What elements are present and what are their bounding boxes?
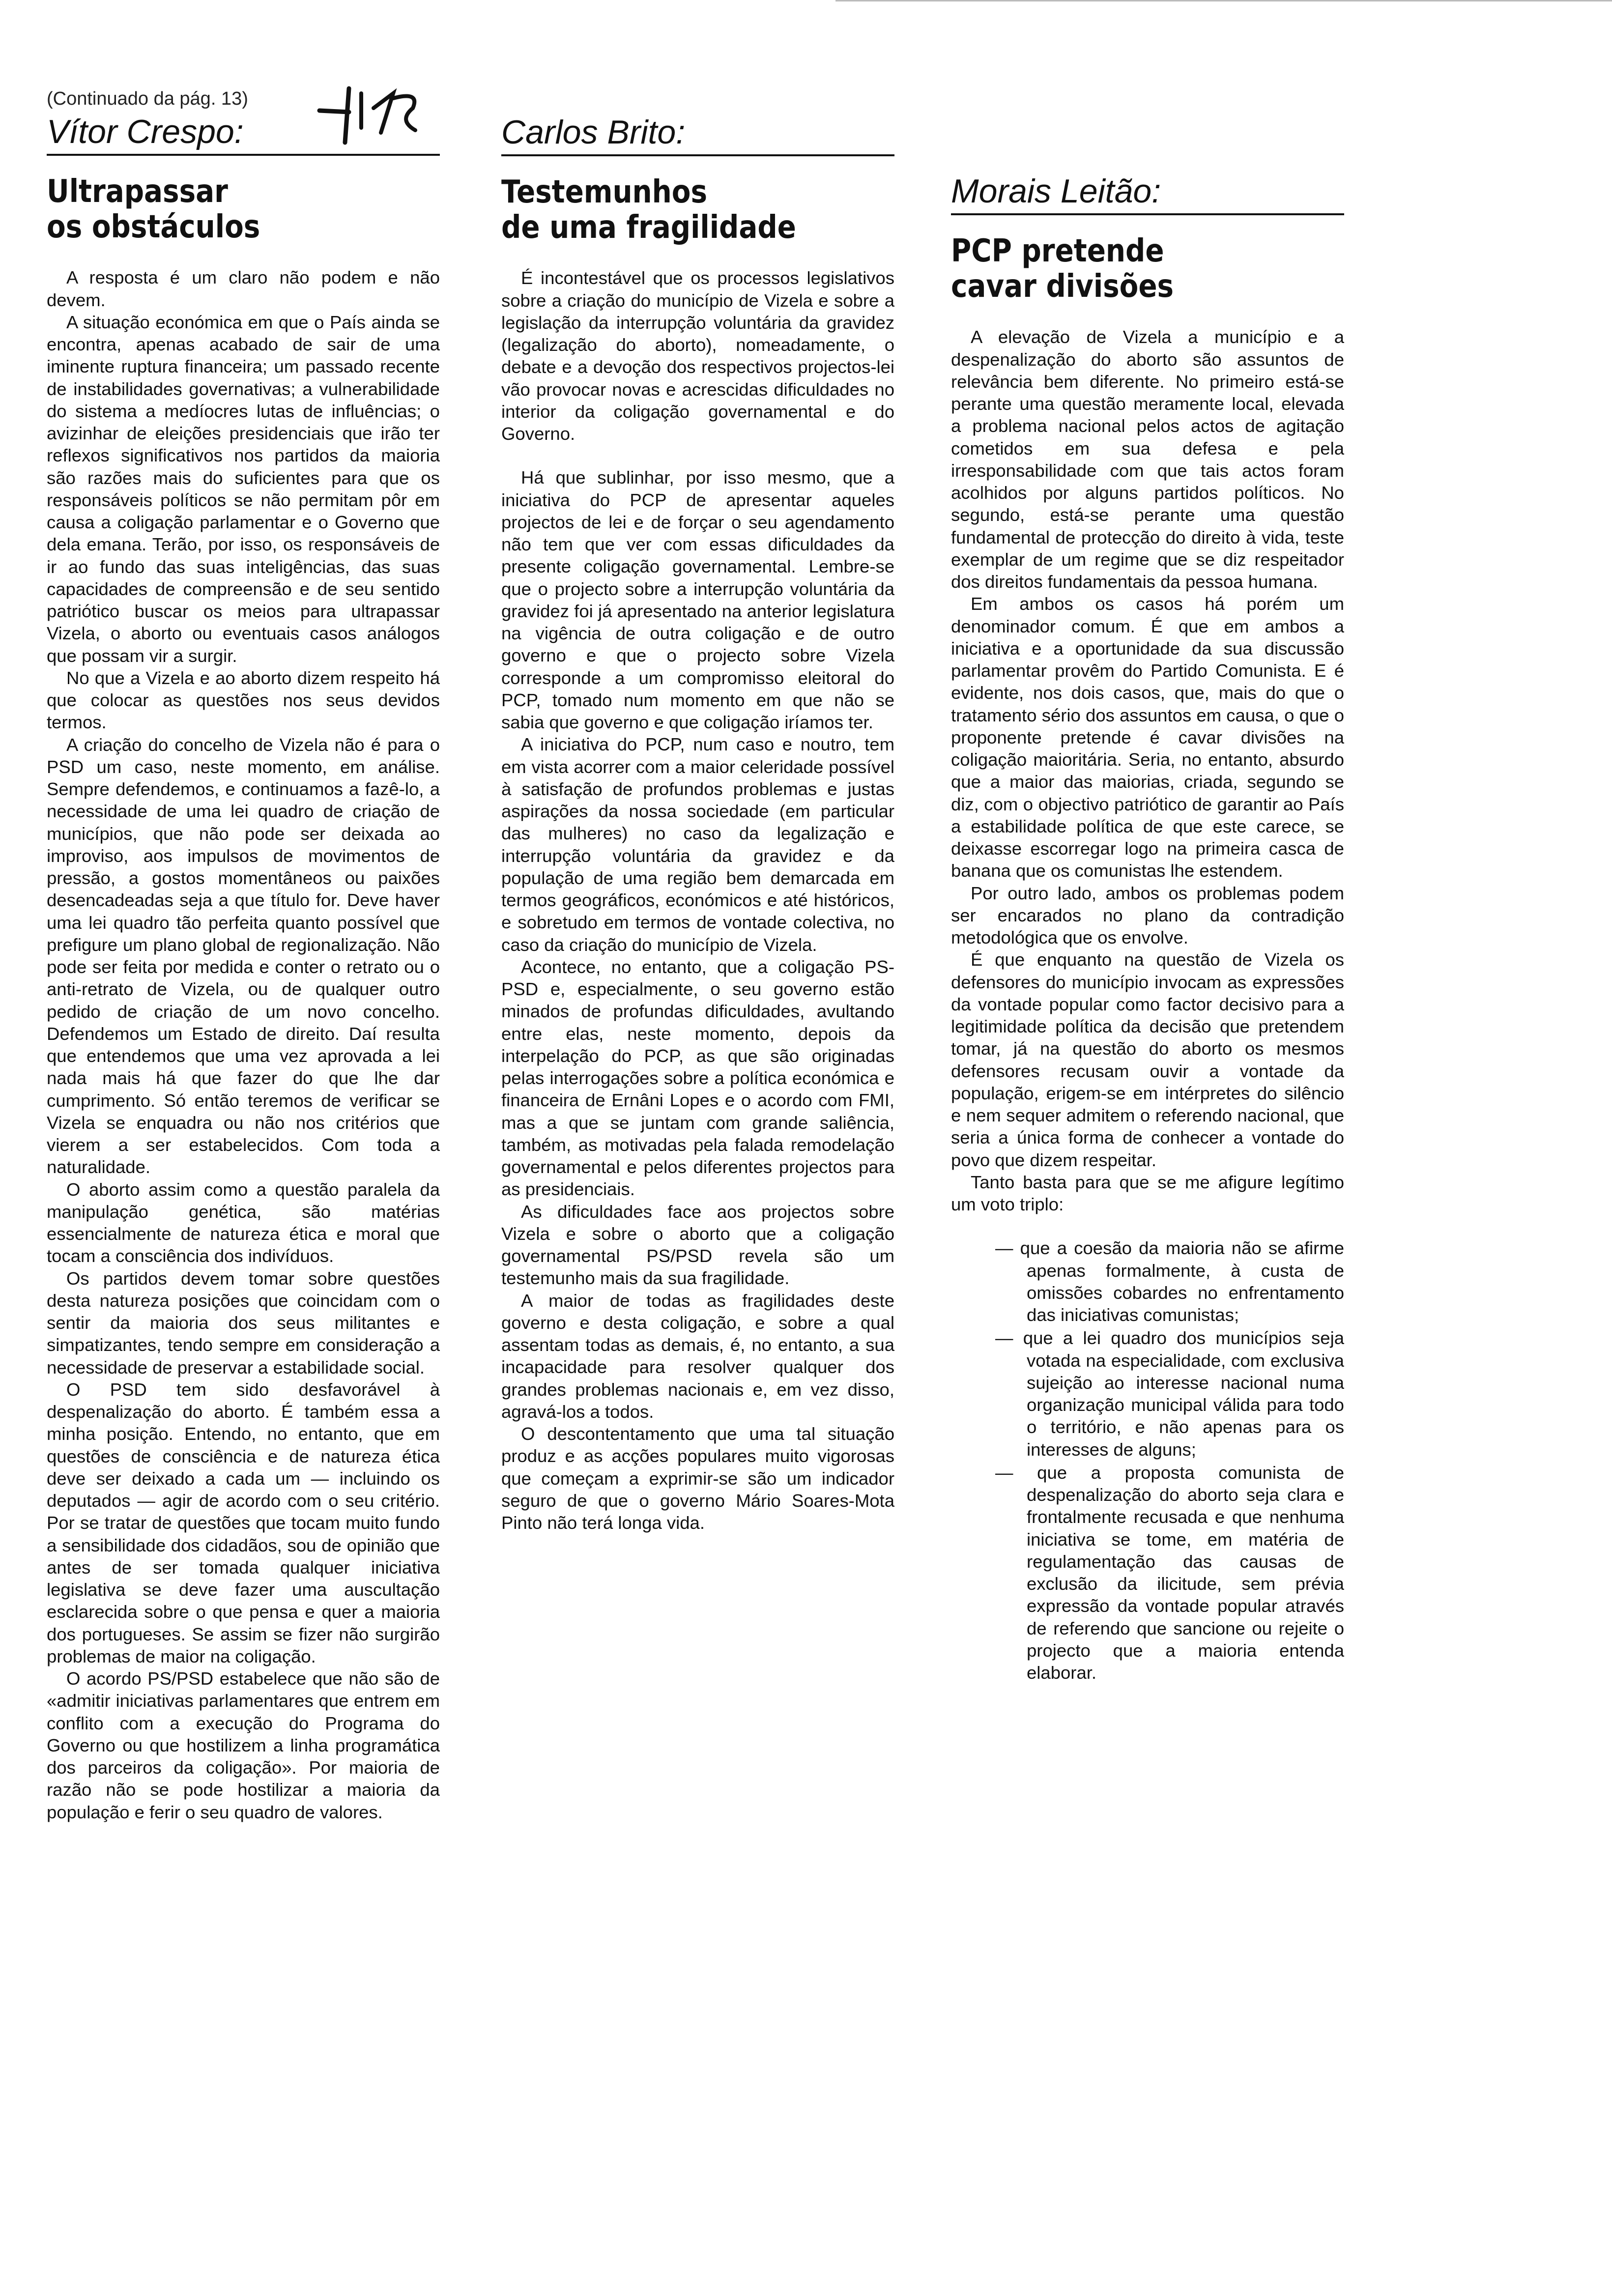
byline-vitor-crespo: Vítor Crespo: (47, 113, 440, 156)
bullet-list (995, 1237, 1344, 1684)
headline-line: Ultrapassar (47, 173, 228, 210)
paragraph: Acontece, no entanto, que a coligação PS-PSD e, especialmente, o seu governo estão minados de profundas dificuldades, avultando entre elas, neste momento, depois da interpelação do PCP, as que são originadas pelas interrogações sobre a política económica e financeira de Ernâni Lopes e o acordo com FMI, mas a que se juntam com grande saliência, também, as motivadas pela falada remodelação governamental e pelos diferentes projectos para as presidenciais. (501, 956, 894, 1200)
headline-line: Testemunhos (501, 174, 707, 210)
paragraph: Os partidos devem tomar sobre questões desta natureza posições que coincidam com o sentir da maioria dos seus militantes e simpatizantes, tendo sempre em consideração a necessidade de preservar a estabilidade social. (47, 1268, 440, 1378)
column-vitor-crespo (47, 59, 440, 1823)
paragraph: O aborto assim como a questão paralela da manipulação genética, são matérias essencialmente de natureza ética e moral que tocam a consciência dos indivíduos. (47, 1179, 440, 1266)
paragraph: As dificuldades face aos projectos sobre Vizela e sobre o aborto que a coligação governamental PS/PSD revela são um testemunho mais da sua fragilidade. (501, 1201, 894, 1289)
paragraph: A maior de todas as fragilidades deste governo e desta coligação, e sobre a qual assentam todas as demais, é, no entanto, a sua incapacidade para resolver qualquer dos grandes problemas nacionais e, em vez disso, agravá-los a todos. (501, 1290, 894, 1422)
list-item: — que a lei quadro dos municípios seja votada na especialidade, com exclusiva sujeição ao interesse nacional numa organização municipal válida para todo o território, e não apenas para os interesses de alguns; (995, 1328, 1344, 1460)
paragraph: É que enquanto na questão de Vizela os defensores do município invocam as expressões da vontade popular como factor decisivo para a legitimidade política da decisão que pretendem tomar, já na questão do aborto os mesmos defensores recusam ouvir a vontade da população, erigem-se em intérpretes do silêncio e nem sequer admitem o referendo nacional, que seria a única forma de conhecer a vontade do povo que dizem respeitar. (951, 949, 1344, 1170)
paragraph: O PSD tem sido desfavorável à despenalização do aborto. É também essa a minha posição. Entendo, no entanto, que em questões de consciência e de natureza ética deve ser deixado a cada um — incluindo os deputados — agir de acordo com o seu critério. Por se tratar de questões que tocam muito fundo a sensibilidade dos cidadãos, sou de opinião que antes de ser tomada qualquer iniciativa legislativa se deve fazer uma auscultação esclarecida sobre o que pensa e quer a maioria dos portugueses. Se assim se fizer não surgirão problemas de maior na coligação. (47, 1379, 440, 1666)
column-carlos-brito (501, 59, 894, 1534)
headline-line: de uma fragilidade (501, 209, 796, 246)
article-body (501, 267, 894, 1534)
paragraph: A elevação de Vizela a município e a despenalização do aborto são assuntos de relevância bem diferente. No primeiro está-se perante uma questão meramente local, elevada a problema nacional pelos actos de agitação cometidos em sua defesa e pela irresponsabilidade com que tais actos foram acolhidos por alguns partidos políticos. No segundo, está-se perante uma questão fundamental de protecção do direito à vida, teste exemplar de um regime que se diz respeitador dos direitos fundamentais da pessoa humana. (951, 327, 1344, 592)
headline-pcp-pretende (951, 234, 1346, 304)
paragraph: O descontentamento que uma tal situação produz e as acções populares muito vigorosas que começam a exprimir-se são um indicador seguro de que o governo Mário Soares-Mota Pinto não terá longa vida. (501, 1424, 894, 1533)
headline-line: cavar divisões (951, 268, 1174, 305)
paragraph: A resposta é um claro não podem e não devem. (47, 267, 440, 310)
paragraph: Em ambos os casos há porém um denominador comum. É que em ambos a iniciativa e a oportunidade da sua discussão parlamentar provêm do Partido Comunista. E é evidente, nos dois casos, que, mais do que o tratamento sério dos assuntos em causa, o que o proponente pretende é cavar divisões na coligação maioritária. Seria, no entanto, absurdo que a maior das maiorias, criada, segundo se diz, com o objectivo patriótico de garantir ao País a estabilidade política de que este carece, se deixasse escorregar logo na primeira casca de banana que os comunistas lhe estendem. (951, 594, 1344, 881)
list-item: — que a proposta comunista de despenalização do aborto seja clara e frontalmente recusada e que nenhuma iniciativa se tome, em matéria de regulamentação das causas de exclusão da ilicitude, sem prévia expressão da vontade popular através de referendo que sancione ou rejeite o projecto que a maioria entenda elaborar. (995, 1462, 1344, 1683)
column-morais-leitao (951, 59, 1344, 1685)
handwritten-mark (315, 74, 437, 147)
headline-testemunhos (501, 175, 896, 245)
headline-line: os obstáculos (47, 208, 260, 245)
headline-line: PCP pretende (951, 233, 1164, 269)
article-body (47, 266, 440, 1823)
continuation-note: (Continuado da pág. 13) (47, 88, 248, 109)
paragraph: Há que sublinhar, por isso mesmo, que a iniciativa do PCP de apresentar aqueles projectos de lei e de forçar o seu agendamento não tem que ver com essas dificuldades da presente coligação governamental. Lembre-se que o projecto sobre a interrupção voluntária da gravidez foi já apresentado na anterior legislatura na vigência de outra coligação e de outro governo e que o projecto sobre Vizela corresponde a um compromisso eleitoral do PCP, tomado num momento em que não se sabia que governo e que coligação iríamos ter. (501, 467, 894, 733)
paragraph: É incontestável que os processos legislativos sobre a criação do município de Vizela e sobre a legislação da interrupção voluntária da gravidez (legalização do aborto), nomeadamente, o debate e a devoção dos respectivos projectos-lei vão provocar novas e acrescidas dificuldades no interior da coligação governamental e do Governo. (501, 268, 894, 444)
paragraph: A iniciativa do PCP, num caso e noutro, tem em vista acorrer com a maior celeridade possível à satisfação de profundos problemas e justas aspirações da nossa sociedade (em particular das mulheres) no caso da legalização e interrupção voluntária da gravidez e da população de uma região bem demarcada em termos geográficos, económicos e até históricos, e sobretudo em termos de vontade colectiva, no caso da criação do município de Vizela. (501, 734, 894, 955)
paragraph: O acordo PS/PSD estabelece que não são de «admitir iniciativas parlamentares que entrem em conflito com a execução do Programa do Governo ou que hostilizem a linha programática dos parceiros da coligação». Por maioria de razão não se pode hostilizar a maioria da população e ferir o seu quadro de valores. (47, 1668, 440, 1822)
paragraph: Tanto basta para que se me afigure legítimo um voto triplo: (951, 1172, 1344, 1215)
byline-carlos-brito: Carlos Brito: (501, 113, 894, 156)
paragraph: A criação do concelho de Vizela não é para o PSD um caso, neste momento, em análise. Sempre defendemos, e continuamos a fazê-lo, a necessidade de uma lei quadro de criação de municípios, que não pode ser deixada ao improviso, aos impulsos de movimentos de pressão, a gostos momentâneos ou paixões desencadeadas seja a que título for. Deve haver uma lei quadro tão perfeita quanto possível que prefigure um plano global de regionalização. Não pode ser feita por medida e conter o retrato ou o anti-retrato de Vizela, ou de qualquer outro pedido de criação de um novo concelho. Defendemos um Estado de direito. Daí resulta que entendemos que uma vez aprovada a lei nada mais há que fazer do que lhe dar cumprimento. Só então teremos de verificar se Vizela se enquadra ou não nos critérios que vierem a ser estabelecidos. Com toda a naturalidade. (47, 734, 440, 1177)
byline-morais-leitao: Morais Leitão: (951, 172, 1344, 215)
paragraph: Por outro lado, ambos os problemas podem ser encarados no plano da contradição metodológica que os envolve. (951, 883, 1344, 948)
top-rule (835, 0, 1612, 1)
headline-ultrapassar (47, 174, 441, 245)
paragraph: No que a Vizela e ao aborto dizem respeito há que colocar as questões nos seus devidos termos. (47, 667, 440, 733)
article-body (951, 326, 1344, 1684)
list-item: — que a coesão da maioria não se afirme apenas formalmente, à custa de omissões cobardes no enfrentamento das iniciativas comunistas; (995, 1238, 1344, 1325)
paragraph: A situação económica em que o País ainda se encontra, apenas acabado de sair de uma iminente ruptura financeira; um passado recente de instabilidades governativas; a vulnerabilidade do sistema a medíocres lutas de influências; o avizinhar de eleições presidenciais que irão ter reflexos significativos nos partidos da maioria são razões mais do suficientes para que os responsáveis políticos se não permitam pôr em causa a coligação parlamentar e o Governo que dela emana. Terão, por isso, os responsáveis de ir ao fundo das suas inteligências, das suas capacidades de compreensão e de seu sentido patriótico buscar os meios para ultrapassar Vizela, o aborto ou eventuais casos análogos que possam vir a surgir. (47, 312, 440, 666)
